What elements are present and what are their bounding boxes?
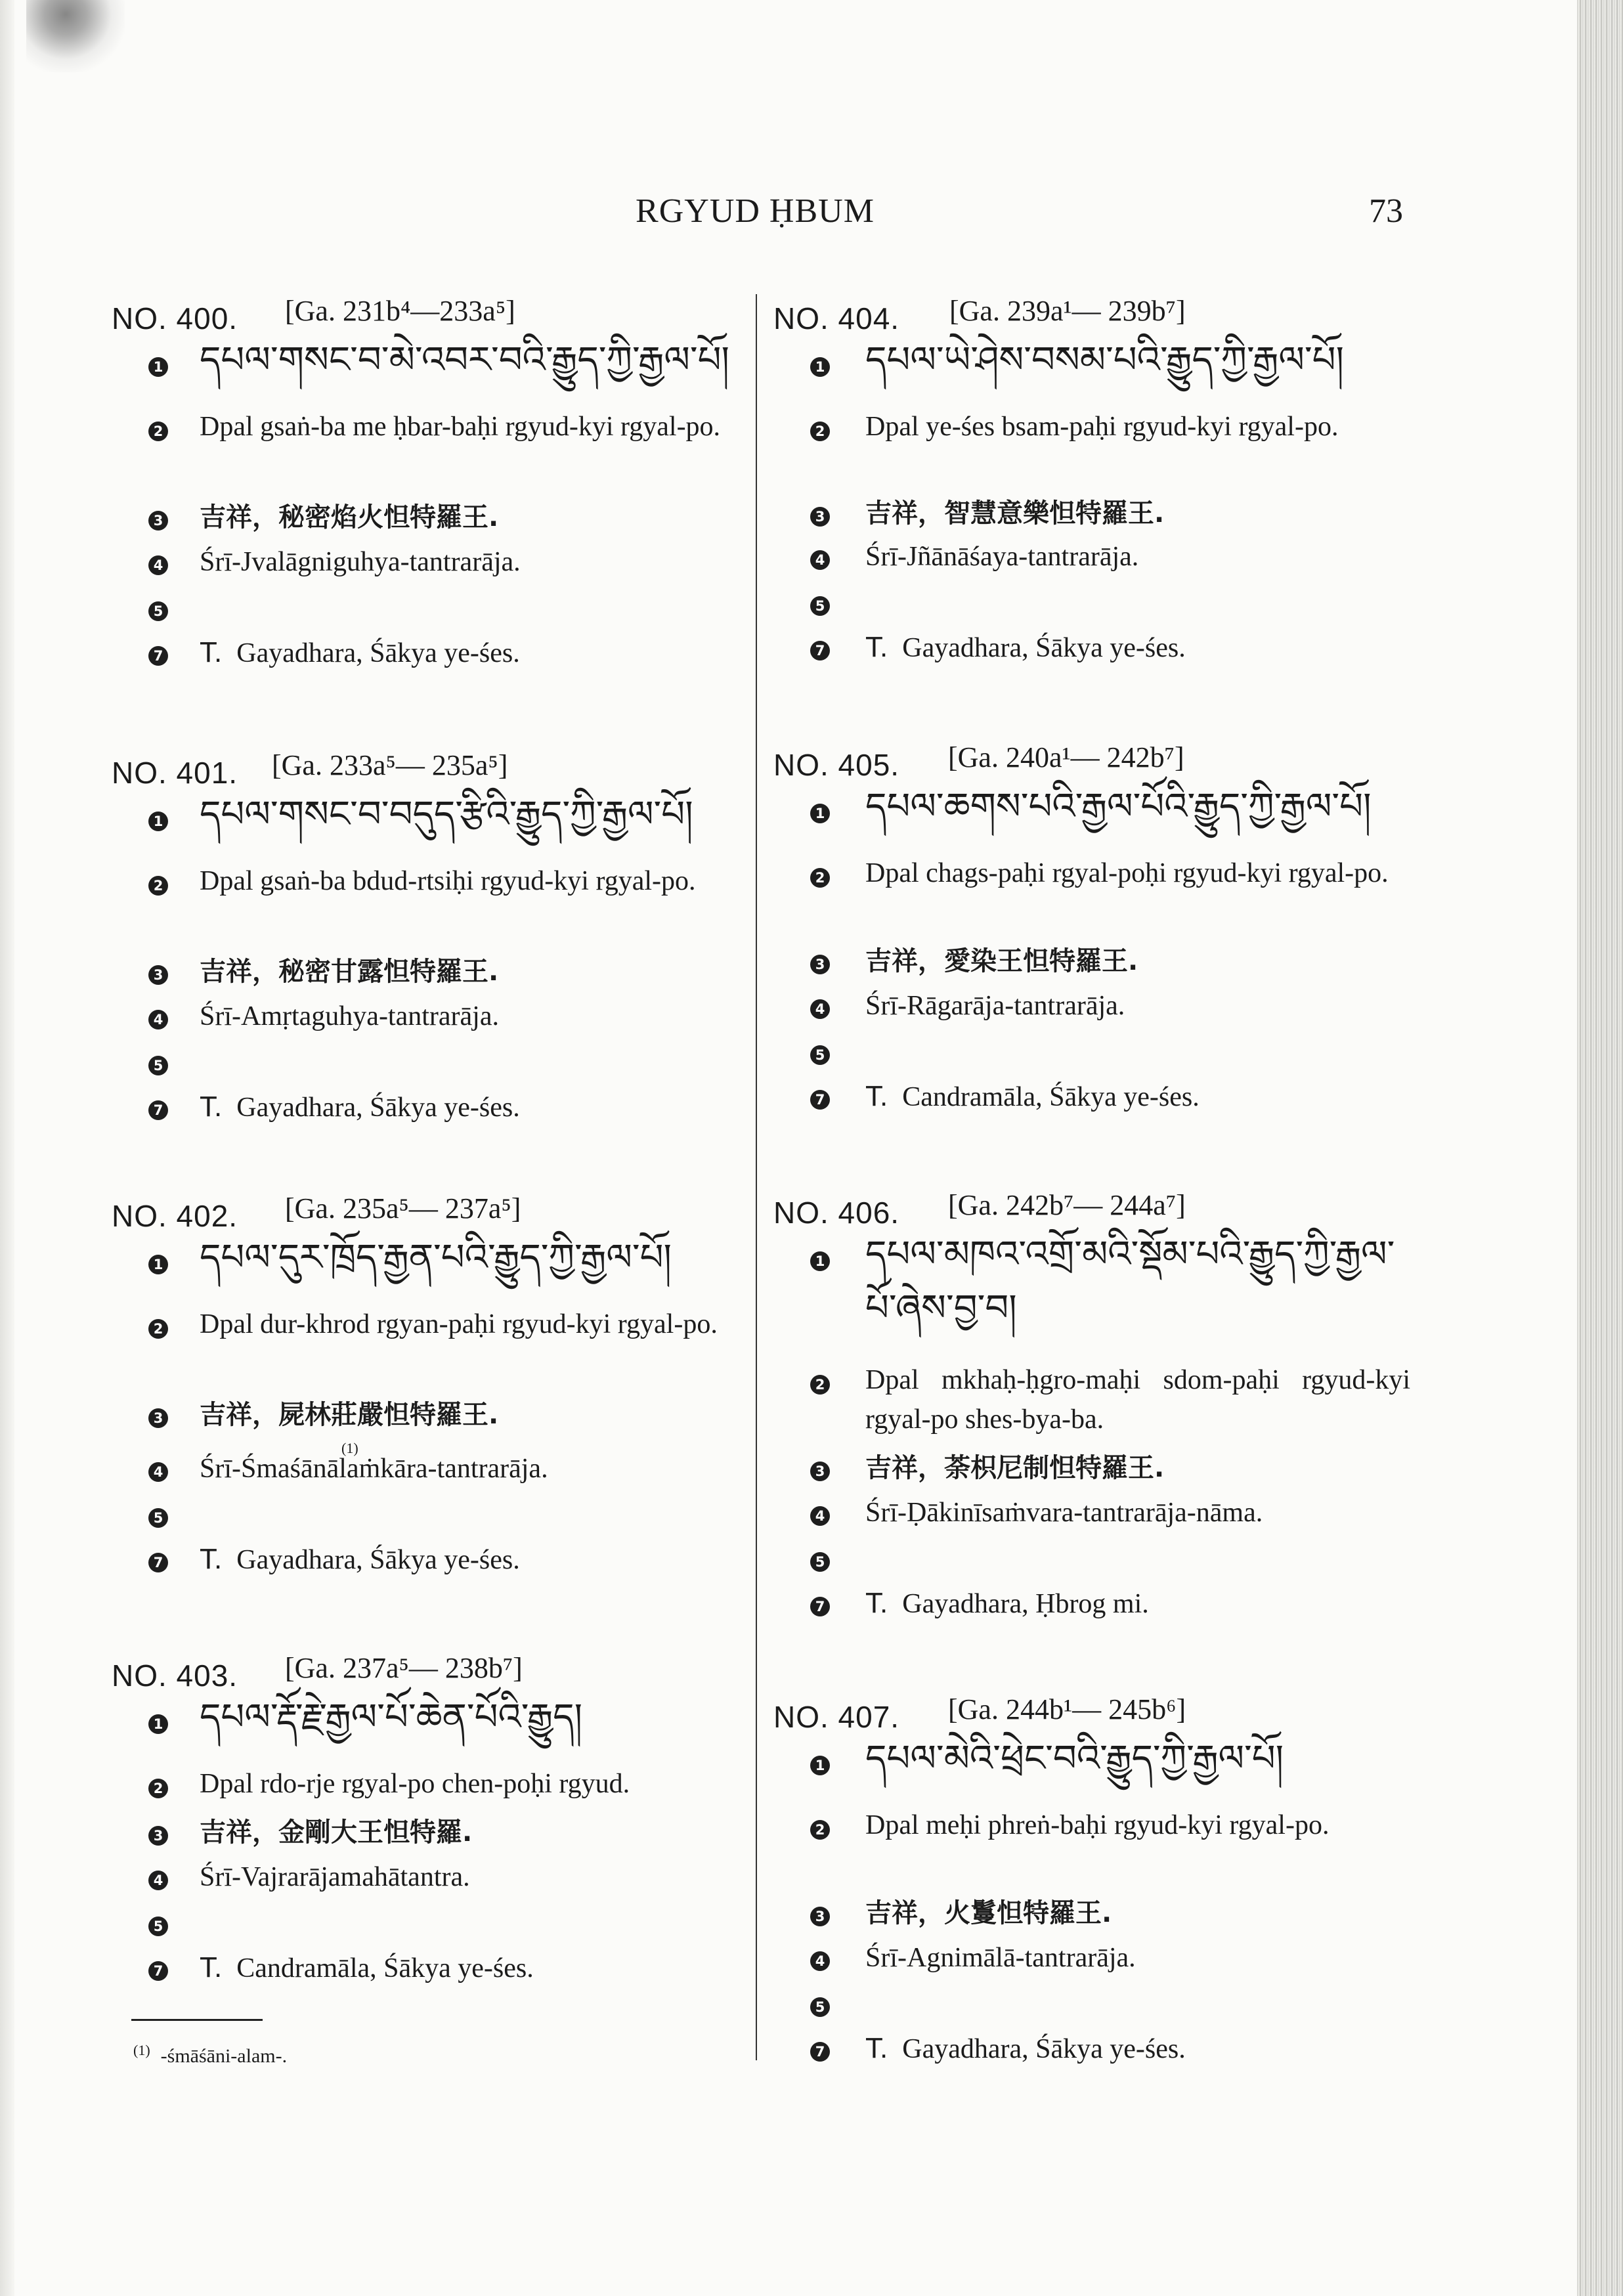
sanskrit-title: Śrī-Vajrarājamahātantra. xyxy=(200,1862,470,1892)
sanskrit-title: Śrī-Śmaśānālaṁkāra-tantrarāja. xyxy=(200,1454,548,1484)
scan-edge-left xyxy=(0,0,14,2296)
marker-3: 3 xyxy=(810,1907,830,1926)
translators xyxy=(200,633,742,673)
entry-reference: [Ga. 231b⁴—233a⁵] xyxy=(285,295,515,327)
tibetan-title: དཔལ་དུར་ཁྲོད་རྒྱན་པའི་རྒྱུད་ཀྱི་རྒྱལ་པོ། xyxy=(200,1236,672,1279)
transliteration: Dpal gsaṅ-ba me ḥbar-baḥi rgyud-kyi rgyal-po. xyxy=(200,412,721,442)
translator-names: Gayadhara, Śākya ye-śes. xyxy=(902,2034,1186,2064)
entry-number: NO. 406. xyxy=(773,1196,900,1230)
transliteration: Dpal chags-paḥi rgyal-poḥi rgyud-kyi rgyal-po. xyxy=(865,858,1389,888)
translator-label: T. xyxy=(200,1091,223,1123)
entry-reference: [Ga. 233a⁵— 235a⁵] xyxy=(272,749,508,781)
entry-number: NO. 401. xyxy=(112,756,238,790)
scan-smudge xyxy=(26,0,125,72)
tibetan-title: དཔལ་རྡོ་རྗེ་རྒྱལ་པོ་ཆེན་པོའི་རྒྱུད། xyxy=(200,1696,583,1739)
transliteration: Dpal ye-śes bsam-paḥi rgyud-kyi rgyal-po. xyxy=(865,412,1339,442)
marker-1: 1 xyxy=(810,1251,830,1271)
translator-names: Gayadhara, Śākya ye-śes. xyxy=(236,638,520,668)
chinese-title: 吉祥，火鬘怛特羅王. xyxy=(865,1898,1112,1928)
page-number: 73 xyxy=(1369,192,1403,230)
marker-2: 2 xyxy=(810,422,830,441)
marker-7: 7 xyxy=(148,1100,168,1120)
marker-5: 5 xyxy=(148,601,168,621)
marker-1: 1 xyxy=(148,812,168,831)
marker-7: 7 xyxy=(810,641,830,661)
entry-reference: [Ga. 235a⁵— 237a⁵] xyxy=(285,1192,521,1224)
entry-402 xyxy=(112,1192,742,1575)
marker-2: 2 xyxy=(148,1779,168,1798)
sanskrit-title: Śrī-Rāgarāja-tantrarāja. xyxy=(865,991,1125,1021)
transliteration: Dpal meḥi phreṅ-baḥi rgyud-kyi rgyal-po. xyxy=(865,1810,1330,1840)
translators xyxy=(865,1584,1410,1624)
chinese-title: 吉祥，屍林莊嚴怛特羅王. xyxy=(200,1400,499,1430)
footnote-reference: (1) xyxy=(341,1440,358,1456)
chinese-title: 吉祥，金剛大王怛特羅. xyxy=(200,1817,473,1848)
entry-reference: [Ga. 244b¹— 245b⁶] xyxy=(948,1693,1186,1725)
transliteration: Dpal mkhaḥ-ḥgro-maḥi sdom-paḥi rgyud-kyi rgyal-po shes-bya-ba. xyxy=(865,1365,1410,1435)
marker-7: 7 xyxy=(810,1597,830,1616)
translator-label: T. xyxy=(865,1587,888,1619)
translator-names: Candramāla, Śākya ye-śes. xyxy=(236,1953,534,1983)
entry-number: NO. 403. xyxy=(112,1658,238,1693)
translators xyxy=(200,1948,742,1988)
entry-403 xyxy=(112,1651,742,1983)
marker-2: 2 xyxy=(148,422,168,441)
tibetan-title: དཔལ་ཆགས་པའི་རྒྱལ་པོའི་རྒྱུད་ཀྱི་རྒྱལ་པོ། xyxy=(865,785,1372,828)
marker-7: 7 xyxy=(148,646,168,666)
marker-2: 2 xyxy=(810,1820,830,1840)
marker-7: 7 xyxy=(148,1961,168,1981)
marker-5: 5 xyxy=(810,1552,830,1572)
transliteration: Dpal rdo-rje rgyal-po chen-poḥi rgyud. xyxy=(200,1769,630,1799)
marker-3: 3 xyxy=(148,1826,168,1846)
entry-number: NO. 405. xyxy=(773,748,900,782)
translator-names: Candramāla, Śākya ye-śes. xyxy=(902,1082,1200,1112)
marker-3: 3 xyxy=(810,955,830,974)
entry-reference: [Ga. 237a⁵— 238b⁷] xyxy=(285,1652,523,1684)
entry-405 xyxy=(773,741,1410,1112)
running-header: RGYUD ḤBUM xyxy=(636,192,875,230)
transliteration: Dpal gsaṅ-ba bdud-rtsiḥi rgyud-kyi rgyal-po. xyxy=(200,866,696,896)
marker-3: 3 xyxy=(810,507,830,527)
entry-number: NO. 404. xyxy=(773,301,900,336)
marker-1: 1 xyxy=(810,804,830,823)
entry-404 xyxy=(773,294,1410,663)
translators xyxy=(865,2029,1410,2069)
marker-5: 5 xyxy=(810,596,830,616)
marker-2: 2 xyxy=(810,1375,830,1395)
translator-label: T. xyxy=(865,631,888,663)
marker-4: 4 xyxy=(810,550,830,570)
marker-2: 2 xyxy=(148,1319,168,1339)
tibetan-title: དཔལ་གསང་བ་བདུད་རྩིའི་རྒྱུད་ཀྱི་རྒྱལ་པོ། xyxy=(200,793,693,836)
marker-7: 7 xyxy=(148,1553,168,1572)
translator-label: T. xyxy=(200,1543,223,1575)
marker-2: 2 xyxy=(810,868,830,888)
footnote-text: -śmāśāni-alam-. xyxy=(160,2045,288,2067)
translator-names: Gayadhara, Ḥbrog mi. xyxy=(902,1589,1149,1619)
marker-1: 1 xyxy=(148,1714,168,1734)
marker-1: 1 xyxy=(148,1255,168,1274)
marker-4: 4 xyxy=(148,1871,168,1890)
marker-7: 7 xyxy=(810,2042,830,2062)
tibetan-title: དཔལ་མེའི་ཕྲེང་བའི་རྒྱུད་ཀྱི་རྒྱལ་པོ། xyxy=(865,1737,1284,1780)
marker-4: 4 xyxy=(148,555,168,575)
marker-4: 4 xyxy=(810,1506,830,1526)
translator-names: Gayadhara, Śākya ye-śes. xyxy=(236,1093,520,1123)
tibetan-title: དཔལ་མཁའ་འགྲོ་མའི་སྡོམ་པའི་རྒྱུད་ཀྱི་རྒྱལ་པོ་ཞེས་བྱ་བ། xyxy=(865,1233,1395,1330)
entry-number: NO. 407. xyxy=(773,1700,900,1734)
footnote xyxy=(133,2042,287,2068)
translator-label: T. xyxy=(865,1080,888,1112)
translators xyxy=(200,1540,742,1580)
chinese-title: 吉祥，秘密焰火怛特羅王. xyxy=(200,502,499,532)
entry-reference: [Ga. 239a¹— 239b⁷] xyxy=(949,295,1186,327)
chinese-title: 吉祥，荼枳尼制怛特羅王. xyxy=(865,1453,1165,1483)
tibetan-title: དཔལ་གསང་བ་མེ་འབར་བའི་རྒྱུད་ཀྱི་རྒྱལ་པོ། xyxy=(200,339,729,381)
marker-1: 1 xyxy=(810,1756,830,1775)
marker-3: 3 xyxy=(810,1462,830,1481)
marker-5: 5 xyxy=(810,1997,830,2017)
marker-5: 5 xyxy=(148,1056,168,1075)
entry-406 xyxy=(773,1188,1410,1619)
marker-3: 3 xyxy=(148,1408,168,1428)
footnote-mark: (1) xyxy=(133,2042,150,2058)
entry-number: NO. 402. xyxy=(112,1199,238,1233)
marker-4: 4 xyxy=(810,999,830,1019)
marker-1: 1 xyxy=(148,357,168,377)
entry-reference: [Ga. 242b⁷— 244a⁷] xyxy=(948,1189,1186,1221)
marker-3: 3 xyxy=(148,965,168,985)
marker-5: 5 xyxy=(148,1917,168,1936)
sanskrit-title: Śrī-Ḍākinīsaṁvara-tantrarāja-nāma. xyxy=(865,1498,1263,1528)
marker-2: 2 xyxy=(148,876,168,896)
translator-names: Gayadhara, Śākya ye-śes. xyxy=(236,1545,520,1575)
chinese-title: 吉祥，愛染王怛特羅王. xyxy=(865,946,1138,976)
column-divider xyxy=(756,294,757,2060)
entry-number: NO. 400. xyxy=(112,301,238,336)
chinese-title: 吉祥，秘密甘露怛特羅王. xyxy=(200,957,499,987)
marker-5: 5 xyxy=(810,1045,830,1065)
translator-names: Gayadhara, Śākya ye-śes. xyxy=(902,633,1186,663)
sanskrit-title: Śrī-Jvalāgniguhya-tantrarāja. xyxy=(200,547,521,577)
translator-label: T. xyxy=(200,1951,223,1983)
translators xyxy=(200,1087,742,1127)
scan-edge-right xyxy=(1577,0,1623,2296)
marker-7: 7 xyxy=(810,1090,830,1110)
marker-5: 5 xyxy=(148,1508,168,1528)
tibetan-title: དཔལ་ཡེ་ཤེས་བསམ་པའི་རྒྱུད་ཀྱི་རྒྱལ་པོ། xyxy=(865,339,1344,381)
marker-4: 4 xyxy=(810,1951,830,1971)
sanskrit-title: Śrī-Amṛtaguhya-tantrarāja. xyxy=(200,1001,499,1031)
marker-4: 4 xyxy=(148,1462,168,1482)
entry-reference: [Ga. 240a¹— 242b⁷] xyxy=(948,741,1184,773)
translators xyxy=(865,628,1410,668)
footnote-rule xyxy=(131,2019,263,2021)
translators xyxy=(865,1077,1410,1117)
sanskrit-title: Śrī-Agnimālā-tantrarāja. xyxy=(865,1943,1136,1973)
translator-label: T. xyxy=(865,2032,888,2064)
sanskrit-title: Śrī-Jñānāśaya-tantrarāja. xyxy=(865,542,1139,572)
transliteration: Dpal dur-khrod rgyan-paḥi rgyud-kyi rgyal-po. xyxy=(200,1309,718,1339)
entry-407 xyxy=(773,1693,1410,2064)
entry-400 xyxy=(112,294,742,668)
marker-4: 4 xyxy=(148,1010,168,1029)
entry-401 xyxy=(112,748,742,1123)
marker-3: 3 xyxy=(148,511,168,531)
translator-label: T. xyxy=(200,636,223,668)
marker-1: 1 xyxy=(810,357,830,377)
chinese-title: 吉祥，智慧意樂怛特羅王. xyxy=(865,498,1165,529)
